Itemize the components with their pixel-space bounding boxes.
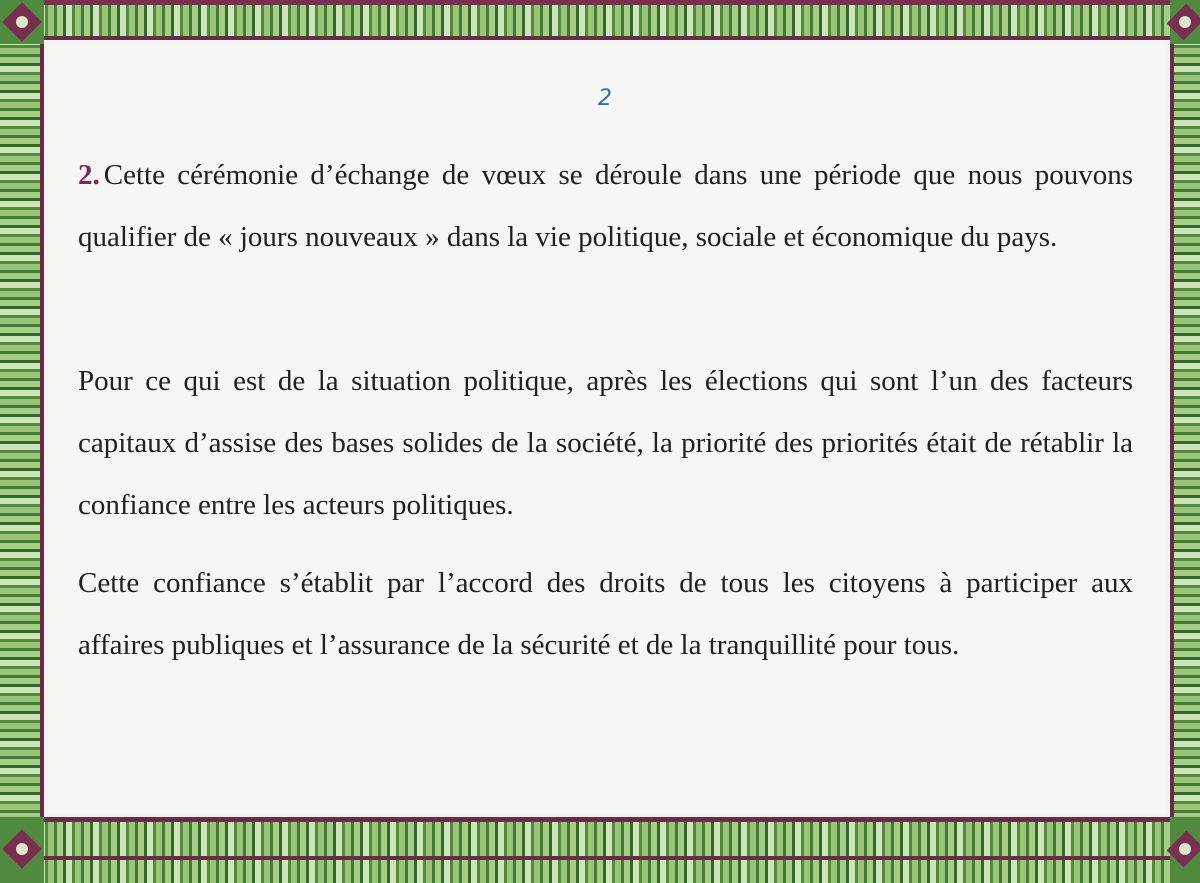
paragraph-1-text: Cette cérémonie d’échange de vœux se déroule dans une période que nous pouvons qualifier de « jours nouveaux » dans la vie politique, sociale et économique du pays. <box>78 159 1133 253</box>
paragraph-3-text: Cette confiance s’établit par l’accord des droits de tous les citoyens à participer aux affaires publiques et l’assurance de la sécurité et de la tranquillité pour tous. <box>78 567 1133 661</box>
paragraph-2 <box>78 350 1133 536</box>
corner-ornament-icon <box>0 0 44 44</box>
paragraph-1 <box>78 144 1133 268</box>
corner-ornament-icon <box>1170 0 1200 44</box>
decorative-border-top <box>0 0 1200 40</box>
corner-ornament-icon <box>0 817 44 883</box>
decorative-border-bottom <box>0 817 1200 883</box>
page-content <box>48 44 1166 814</box>
handwritten-page-number: 2 <box>598 86 612 111</box>
decorative-border-right <box>1170 0 1200 883</box>
decorative-border-left <box>0 0 44 883</box>
paragraph-2-text: Pour ce qui est de la situation politique, après les élections qui sont l’un des facteurs capitaux d’assise des bases solides de la société, la priorité des priorités était de rétablir la confiance entre les acteurs politiques. <box>78 365 1133 521</box>
paragraph-3 <box>78 552 1133 676</box>
corner-ornament-icon <box>1170 817 1200 883</box>
item-number: 2. <box>78 159 100 191</box>
